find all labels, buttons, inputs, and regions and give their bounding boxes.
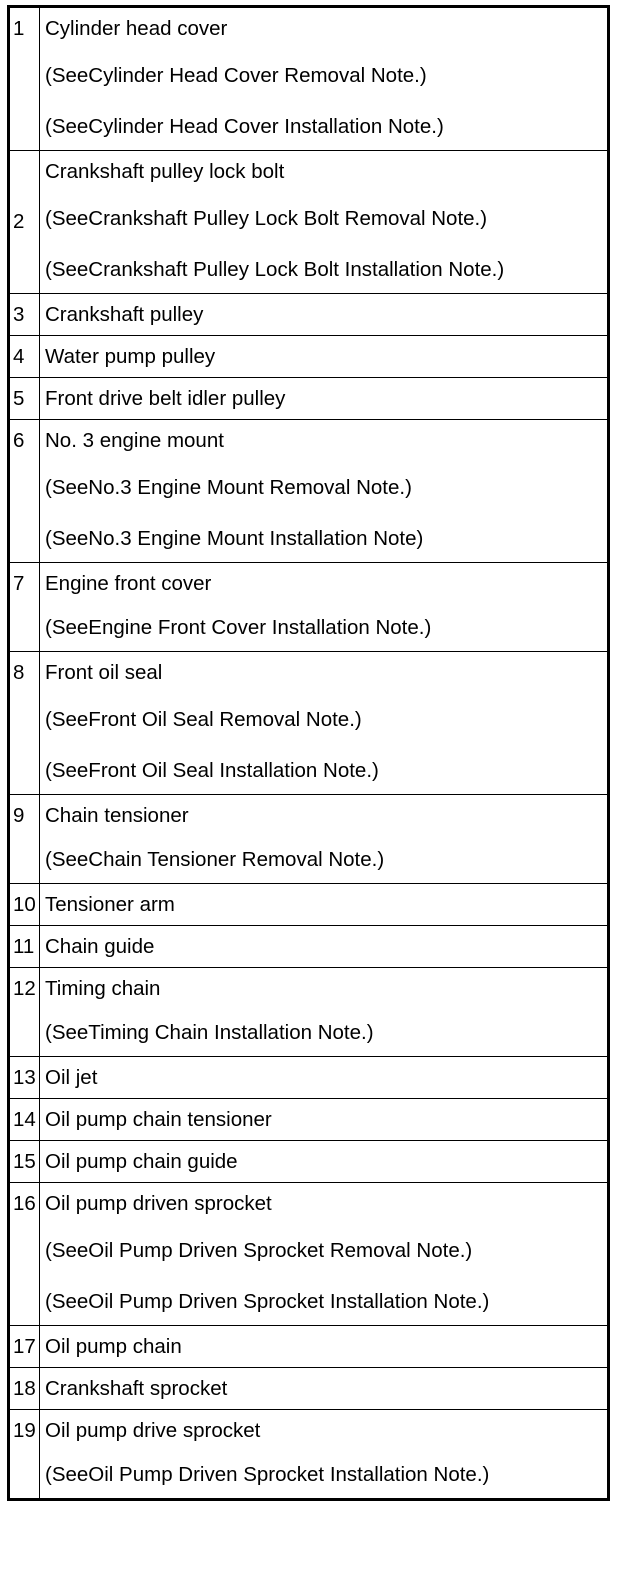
item-number-cell (9, 1368, 40, 1410)
item-description-cell (40, 926, 609, 968)
item-number: 14 (13, 1108, 36, 1131)
table-row (9, 1326, 609, 1368)
item-description-cell (40, 1183, 609, 1326)
item-description: Crankshaft pulley (45, 303, 204, 326)
item-description: Oil pump chain (45, 1335, 182, 1358)
item-number-cell (9, 652, 40, 795)
table-row (9, 1183, 609, 1326)
item-description-cell (40, 652, 609, 795)
item-number-cell (9, 1183, 40, 1326)
item-number: 5 (13, 387, 25, 410)
item-description-cell (40, 151, 609, 294)
item-number-cell (9, 884, 40, 926)
item-number: 7 (13, 572, 25, 595)
table-row (9, 795, 609, 884)
item-description: Timing chain (45, 977, 161, 1000)
item-description-cell (40, 294, 609, 336)
item-description-cell (40, 968, 609, 1057)
item-description-cell (40, 884, 609, 926)
table-row (9, 968, 609, 1057)
item-description: No. 3 engine mount (45, 429, 224, 452)
table-row (9, 151, 609, 294)
table-row (9, 926, 609, 968)
item-number: 10 (13, 893, 36, 916)
item-note: (SeeChain Tensioner Removal Note.) (45, 848, 385, 871)
item-description-cell (40, 378, 609, 420)
item-description: Front oil seal (45, 661, 163, 684)
item-number: 4 (13, 345, 25, 368)
item-description-cell (40, 7, 609, 151)
item-note: (SeeNo.3 Engine Mount Installation Note) (45, 527, 424, 550)
item-note: (SeeCrankshaft Pulley Lock Bolt Installation Note.) (45, 258, 505, 281)
item-description: Tensioner arm (45, 893, 175, 916)
item-note: (SeeCylinder Head Cover Removal Note.) (45, 64, 427, 87)
item-description: Oil pump chain tensioner (45, 1108, 272, 1131)
item-description: Cylinder head cover (45, 17, 228, 40)
item-note: (SeeTiming Chain Installation Note.) (45, 1021, 374, 1044)
item-number-cell (9, 336, 40, 378)
item-number-cell (9, 7, 40, 151)
item-description: Water pump pulley (45, 345, 216, 368)
parts-table-body (9, 7, 609, 1500)
item-description: Oil jet (45, 1066, 98, 1089)
item-note: (SeeFront Oil Seal Removal Note.) (45, 708, 362, 731)
item-description: Oil pump driven sprocket (45, 1192, 272, 1215)
item-description-cell (40, 1099, 609, 1141)
item-note: (SeeOil Pump Driven Sprocket Installation Note.) (45, 1290, 490, 1313)
item-number: 15 (13, 1150, 36, 1173)
item-number-cell (9, 294, 40, 336)
item-description: Engine front cover (45, 572, 212, 595)
item-description-cell (40, 1410, 609, 1500)
item-number-cell (9, 968, 40, 1057)
item-number: 6 (13, 429, 25, 452)
item-note: (SeeNo.3 Engine Mount Removal Note.) (45, 476, 412, 499)
item-description: Oil pump chain guide (45, 1150, 238, 1173)
item-number-cell (9, 420, 40, 563)
item-note: (SeeOil Pump Driven Sprocket Installation Note.) (45, 1463, 490, 1486)
item-description-cell (40, 420, 609, 563)
item-number-cell (9, 1057, 40, 1099)
item-description-cell (40, 563, 609, 652)
item-number: 17 (13, 1335, 36, 1358)
table-row (9, 1099, 609, 1141)
item-number: 11 (13, 935, 35, 958)
item-number: 1 (13, 17, 25, 40)
table-row (9, 1057, 609, 1099)
item-description-cell (40, 336, 609, 378)
item-note: (SeeFront Oil Seal Installation Note.) (45, 759, 379, 782)
item-number: 19 (13, 1419, 36, 1442)
item-description: Chain guide (45, 935, 155, 958)
item-description: Chain tensioner (45, 804, 189, 827)
item-number: 16 (13, 1192, 36, 1215)
item-number: 8 (13, 661, 25, 684)
parts-table (7, 5, 610, 1501)
item-description-cell (40, 1368, 609, 1410)
table-row (9, 420, 609, 563)
item-number: 3 (13, 303, 25, 326)
item-number-cell (9, 1410, 40, 1500)
table-row (9, 1141, 609, 1183)
item-description: Oil pump drive sprocket (45, 1419, 261, 1442)
item-number-cell (9, 1141, 40, 1183)
item-number-cell (9, 926, 40, 968)
table-row (9, 294, 609, 336)
item-description-cell (40, 1141, 609, 1183)
item-note: (SeeEngine Front Cover Installation Note.) (45, 616, 432, 639)
table-row (9, 336, 609, 378)
item-note: (SeeOil Pump Driven Sprocket Removal Note.) (45, 1239, 473, 1262)
item-description: Front drive belt idler pulley (45, 387, 286, 410)
item-note: (SeeCrankshaft Pulley Lock Bolt Removal Note.) (45, 207, 488, 230)
item-description: Crankshaft pulley lock bolt (45, 160, 285, 183)
table-row (9, 1410, 609, 1500)
table-row (9, 7, 609, 151)
item-number: 13 (13, 1066, 36, 1089)
item-description-cell (40, 1057, 609, 1099)
item-number: 2 (13, 210, 25, 233)
item-number: 9 (13, 804, 25, 827)
item-number: 18 (13, 1377, 36, 1400)
table-row (9, 378, 609, 420)
item-number-cell (9, 795, 40, 884)
item-description: Crankshaft sprocket (45, 1377, 228, 1400)
table-row (9, 884, 609, 926)
item-note: (SeeCylinder Head Cover Installation Note.) (45, 115, 444, 138)
item-number-cell (9, 151, 40, 294)
item-number: 12 (13, 977, 36, 1000)
item-number-cell (9, 1099, 40, 1141)
table-row (9, 563, 609, 652)
item-number-cell (9, 378, 40, 420)
item-description-cell (40, 1326, 609, 1368)
table-row (9, 652, 609, 795)
item-description-cell (40, 795, 609, 884)
table-row (9, 1368, 609, 1410)
item-number-cell (9, 563, 40, 652)
item-number-cell (9, 1326, 40, 1368)
